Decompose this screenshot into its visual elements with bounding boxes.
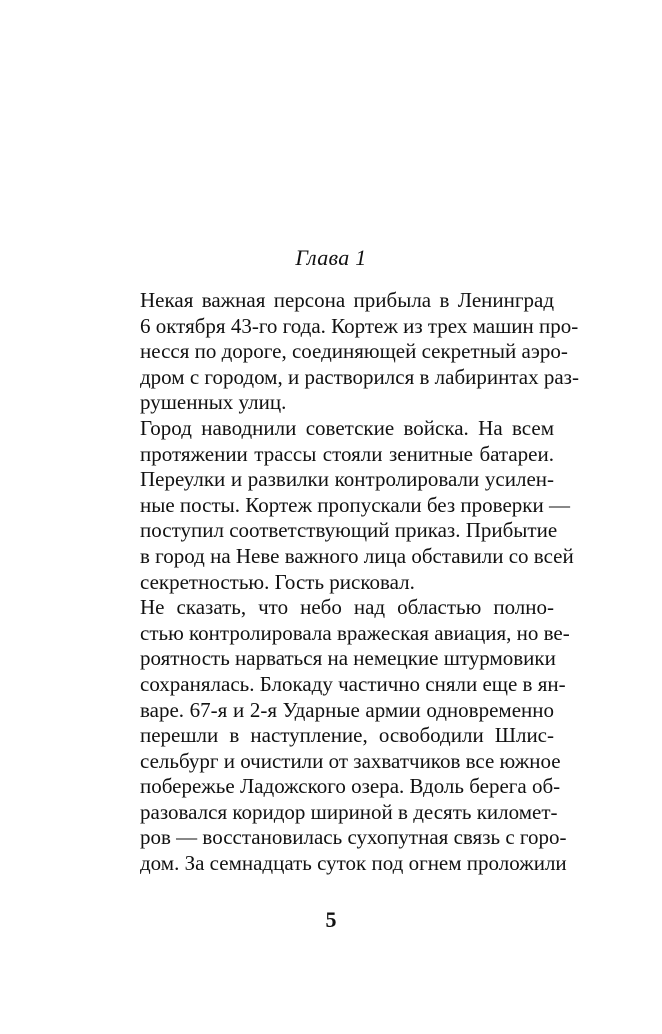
text-line: дром с городом, и растворился в лабиринтах раз- [140, 364, 579, 389]
text-line: Не сказать, что небо над областью полно- [140, 595, 554, 620]
text-line: варе. 67-я и 2-я Ударные армии одновременно [140, 697, 554, 722]
text-line: протяжении трассы стояли зенитные батареи. [140, 441, 554, 466]
text-line: сельбург и очистили от захватчиков все южное [140, 748, 561, 773]
text-line: поступил соответствующий приказ. Прибытие [140, 518, 558, 543]
paragraph-3 [108, 595, 570, 877]
text-line: ров — восстановилась сухопутная связь с горо- [140, 825, 567, 850]
text-line: 6 октября 43-го года. Кортеж из трех машин про- [140, 313, 579, 338]
text-line: дом. За семнадцать суток под огнем проложили [140, 851, 567, 876]
text-line: несся по дороге, соединяющей секретный аэро- [140, 339, 568, 364]
text-line: разовался коридор шириной в десять километ- [140, 799, 558, 824]
chapter-title: Глава 1 [295, 245, 367, 270]
text-line: секретностью. Гость рисковал. [140, 569, 415, 594]
text-line: побережье Ладожского озера. Вдоль берега об- [140, 774, 561, 799]
body-text [108, 288, 579, 877]
text-line: в город на Неве важного лица обставили со всей [140, 543, 574, 568]
text-line: стью контролировала вражеская авиация, но ве- [140, 620, 570, 645]
paragraph-2 [108, 415, 574, 595]
text-line: сохранялась. Блокаду частично сняли еще в ян- [140, 671, 566, 696]
text-line: Некая важная персона прибыла в Ленинград [140, 288, 554, 312]
text-line: перешли в наступление, освободили Шлис- [140, 723, 554, 748]
page-number: 5 [325, 907, 337, 932]
text-line: рушенных улиц. [140, 390, 287, 415]
text-line: ные посты. Кортеж пропускали без проверки — [140, 492, 570, 517]
text-line: роятность нарваться на немецкие штурмовики [140, 646, 556, 671]
text-line: Переулки и развилки контролировали усилен- [140, 467, 554, 492]
paragraph-1 [108, 288, 579, 416]
text-line: Город наводнили советские войска. На всем [140, 415, 554, 440]
